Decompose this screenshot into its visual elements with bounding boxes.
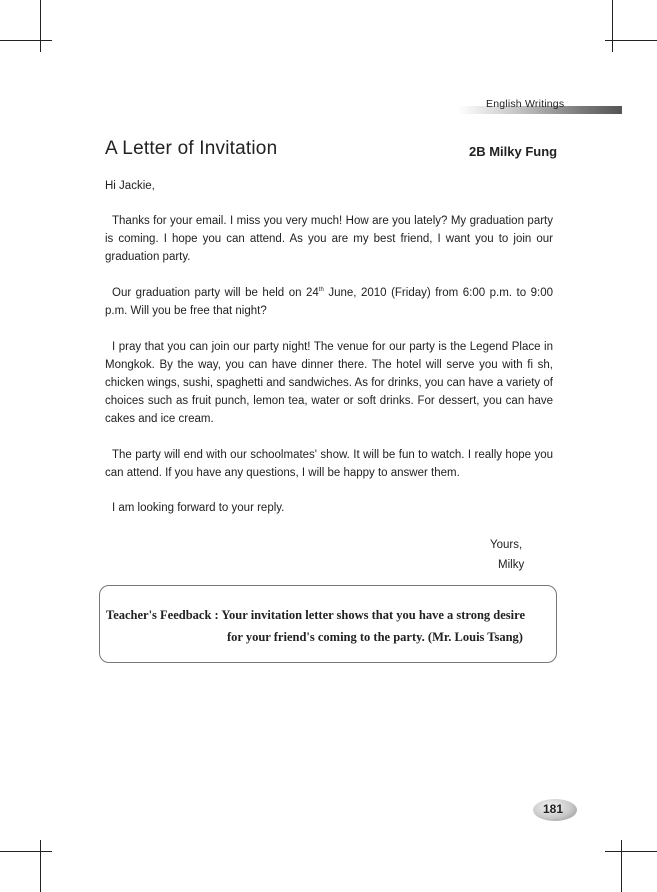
crop-mark-top-left-h	[0, 40, 52, 41]
author-name: 2B Milky Fung	[469, 144, 558, 159]
closing-phrase: Yours,	[490, 539, 523, 551]
letter-paragraph-4: The party will end with our schoolmates' show. It will be fun to watch. I really hope you can attend. If you have any questions, I will be happy to answer them.	[105, 449, 553, 479]
page-title: A Letter of Invitation	[105, 138, 278, 159]
letter-paragraph-5: I am looking forward to your reply.	[112, 502, 285, 514]
teacher-feedback-line-2: for your friend's coming to the party. (Mr. Louis Tsang)	[227, 630, 523, 644]
signature: Milky	[498, 559, 525, 571]
page-number-badge	[533, 799, 577, 821]
p2-text-before: Our graduation party will be held on 24	[112, 287, 319, 299]
crop-mark-bottom-right-h	[605, 851, 657, 852]
letter-closing	[490, 535, 524, 575]
crop-mark-top-right-v	[612, 0, 613, 52]
letter-paragraph-1: Thanks for your email. I miss you very much! How are you lately? My graduation party is coming. I hope you can attend. As you are my best friend, I want you to join our graduation party.	[105, 215, 553, 263]
letter-greeting: Hi Jackie,	[105, 180, 155, 192]
p2-superscript: th	[318, 287, 324, 294]
teacher-feedback-text-1: Your invitation letter shows that you have a strong desire	[221, 608, 526, 622]
crop-mark-bottom-left-h	[0, 851, 52, 852]
crop-mark-bottom-left-v	[40, 840, 41, 892]
section-header-label: English Writings	[486, 98, 565, 110]
letter-paragraph-3: I pray that you can join our party night! The venue for our party is the Legend Place in Mongkok. By the way, you can have dinner there. The hotel will serve you with fi sh, chicken wings, sushi, spaghetti and sandwiches. As for drinks, you can have a variety of choices such as fruit punch, lemon tea, water or soft drinks. For dessert, you can have cakes and ice cream.	[105, 341, 553, 425]
section-header	[458, 98, 622, 116]
crop-mark-top-left-v	[40, 0, 41, 52]
letter-paragraph-2	[105, 284, 553, 320]
page-number: 181	[542, 802, 564, 816]
p2-text-after: June, 2010 (Friday) from 6:00 p.m. to 9:00 p.m. Will you be free that night?	[105, 287, 553, 317]
crop-mark-top-right-h	[605, 40, 657, 41]
teacher-feedback-box	[99, 585, 557, 663]
crop-mark-bottom-right-v	[621, 840, 622, 892]
teacher-feedback-line-1	[106, 608, 525, 623]
teacher-feedback-label: Teacher's Feedback :	[106, 608, 219, 622]
